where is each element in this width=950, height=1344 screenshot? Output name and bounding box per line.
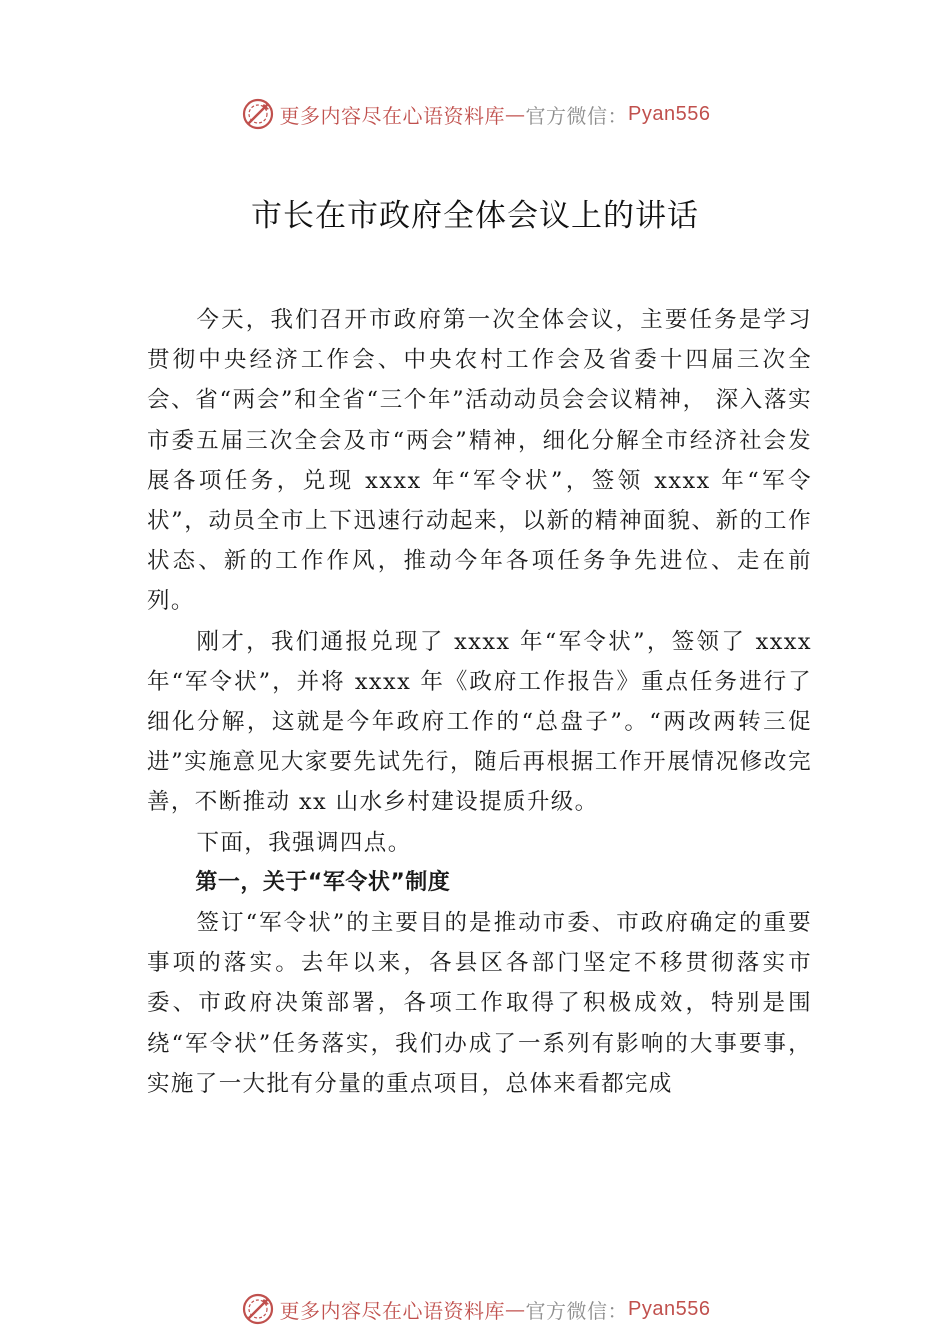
brand-logo-icon: [240, 1291, 276, 1327]
banner-brand-text: 更多内容尽在心语资料库: [279, 1298, 506, 1323]
banner-wechat-label: 官方微信：: [525, 103, 629, 128]
header-watermark-banner: [0, 94, 950, 134]
banner-wechat-id: Pyan556: [628, 1297, 711, 1320]
banner-brand-text: 更多内容尽在心语资料库: [279, 103, 506, 128]
document-title: 市长在市政府全体会议上的讲话: [251, 198, 699, 234]
banner-wechat-label: 官方微信：: [525, 1298, 629, 1323]
body-paragraph: 刚才，我们通报兑现了 xxxx 年“军令状”，签领了 xxxx 年“军令状”，并将 xxxx 年《政府工作报告》重点任务进行了细化分解，这就是今年政府工作的“总盘子”。“两改两转三促进”实施意见大家要先试先行，随后再根据工作开展情况修改完善，不断推动 xx 山水乡村建设提质升级。: [147, 628, 812, 816]
document-body: [147, 300, 812, 1104]
footer-watermark-banner: [0, 1289, 950, 1329]
brand-logo-icon: [240, 96, 276, 132]
body-paragraph: 下面，我强调四点。: [196, 829, 412, 856]
banner-wechat-id: Pyan556: [628, 102, 711, 125]
body-paragraph: 签订“军令状”的主要目的是推动市委、市政府确定的重要事项的落实。去年以来，各县区各部门坚定不移贯彻落实市委、市政府决策部署，各项工作取得了积极成效，特别是围绕“军令状”任务落实，我们办成了一系列有影响的大事要事，实施了一大批有分量的重点项目，总体来看都完成: [147, 910, 812, 1097]
banner-separator: —: [505, 102, 526, 126]
banner-separator: —: [505, 1297, 526, 1321]
section-heading: 第一，关于“军令状”制度: [195, 869, 451, 895]
body-paragraph: 今天，我们召开市政府第一次全体会议，主要任务是学习贯彻中央经济工作会、中央农村工作会及省委十四届三次全会、省“两会”和全省“三个年”活动动员会会议精神， 深入落实市委五届三次全会及市“两会”精神，细化分解全市经济社会发展各项任务，兑现 xxxx 年“军令状”，签领 xxxx 年“军令状”，动员全市上下迅速行动起来，以新的精神面貌、新的工作状态、新的工作作风，推动今年各项任务争先进位、走在前列。: [147, 307, 812, 615]
